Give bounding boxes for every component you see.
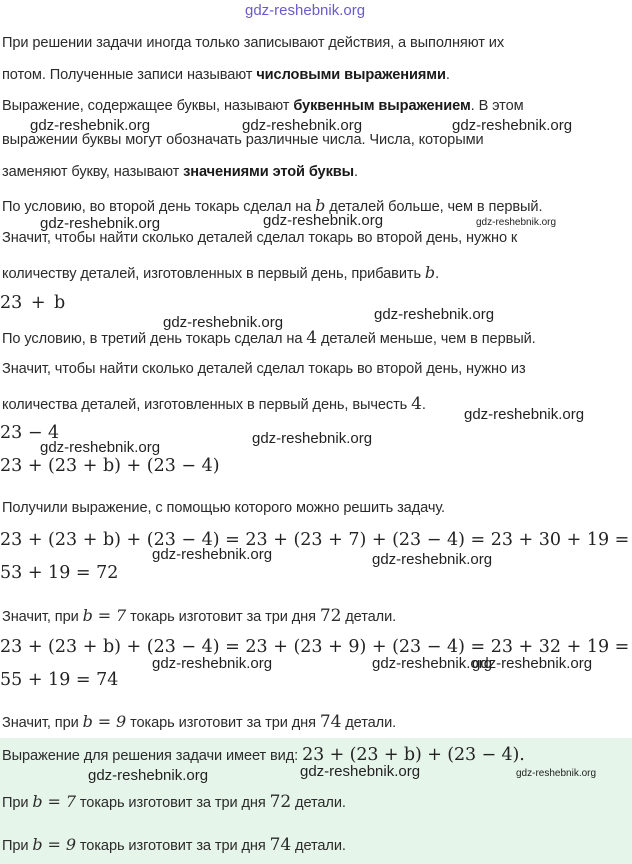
watermark: gdz-reshebnik.org [242,117,363,134]
watermark: gdz-reshebnik.org [152,655,273,672]
equation-b9-result: 55 + 19 = 74 [0,670,119,690]
equation-b7: 23 + (23 + b) + (23 − 4) = 23 + (23 + 7) + (23 − 4) = 23 + 30 + 19 = [0,530,630,550]
header-watermark: gdz-reshebnik.org [245,2,366,19]
expr-day2: 23 + b [0,293,66,313]
watermark: gdz-reshebnik.org [252,430,373,447]
watermark: gdz-reshebnik.org [30,117,151,134]
answer-line-3: При b = 9 токарь изготовит за три дня 74 детали. [2,835,346,855]
expr-full: 23 + (23 + b) + (23 − 4) [0,456,220,476]
equation-b7-result: 53 + 19 = 72 [0,563,119,583]
intro-line-4: выражении буквы могут обозначать различные числа. Числа, которыми [2,132,484,148]
day2-line-2: Значит, чтобы найти сколько деталей сделал токарь во второй день, нужно к [2,230,518,246]
expr-day3: 23 − 4 [0,423,60,443]
watermark: gdz-reshebnik.org [472,655,593,672]
day2-line-1: По условию, во второй день токарь сделал на b деталей больше, чем в первый. [2,196,543,215]
day3-line-2: Значит, чтобы найти сколько деталей сделал токарь во второй день, нужно из [2,361,526,377]
num-4: 4 [411,394,422,414]
conclusion-b7: Значит, при b = 7 токарь изготовит за три дня 72 детали. [2,606,397,626]
watermark: gdz-reshebnik.org [263,212,384,229]
solution-text: Получили выражение, с помощью которого можно решить задачу. [2,500,446,516]
term-letter-values: значениями этой буквы [183,164,355,180]
var-b: b [315,196,326,215]
watermark: gdz-reshebnik.org [374,306,495,323]
watermark-small: gdz-reshebnik.org [476,217,557,228]
var-b: b [424,263,436,282]
watermark: gdz-reshebnik.org [300,763,421,780]
conclusion-b9: Значит, при b = 9 токарь изготовит за три дня 74 детали. [2,712,397,732]
intro-line-5: заменяют букву, называют значениями этой буквы. [2,164,358,180]
intro-line-1: При решении задачи иногда только записывают действия, а выполняют их [2,35,505,51]
day2-line-3: количеству деталей, изготовленных в первый день, прибавить b. [2,263,440,282]
num-4: 4 [306,328,318,348]
watermark: gdz-reshebnik.org [40,439,161,456]
watermark: gdz-reshebnik.org [163,314,284,331]
day3-line-3: количества деталей, изготовленных в первый день, вычесть 4. [2,394,426,414]
watermark: gdz-reshebnik.org [452,117,573,134]
day3-line-1: По условию, в третий день токарь сделал на 4 деталей меньше, чем в первый. [2,328,536,348]
watermark: gdz-reshebnik.org [372,551,493,568]
intro-line-3: Выражение, содержащее буквы, называют буквенным выражением. В этом [2,98,524,114]
intro-line-2: потом. Полученные записи называют числовыми выражениями. [2,67,450,83]
answer-line-2: При b = 7 токарь изготовит за три дня 72 детали. [2,792,346,812]
watermark: gdz-reshebnik.org [88,767,209,784]
answer-line-1: Выражение для решения задачи имеет вид: 23 + (23 + b) + (23 − 4). [2,745,525,765]
watermark: gdz-reshebnik.org [372,655,493,672]
watermark: gdz-reshebnik.org [40,215,161,232]
equation-b9: 23 + (23 + b) + (23 − 4) = 23 + (23 + 9) + (23 − 4) = 23 + 32 + 19 = [0,637,630,657]
watermark: gdz-reshebnik.org [464,406,585,423]
term-numeric-expressions: числовыми выражениями [256,67,446,83]
watermark: gdz-reshebnik.org [152,546,273,563]
watermark-small: gdz-reshebnik.org [516,768,597,779]
term-letter-expression: буквенным выражением [293,98,471,114]
